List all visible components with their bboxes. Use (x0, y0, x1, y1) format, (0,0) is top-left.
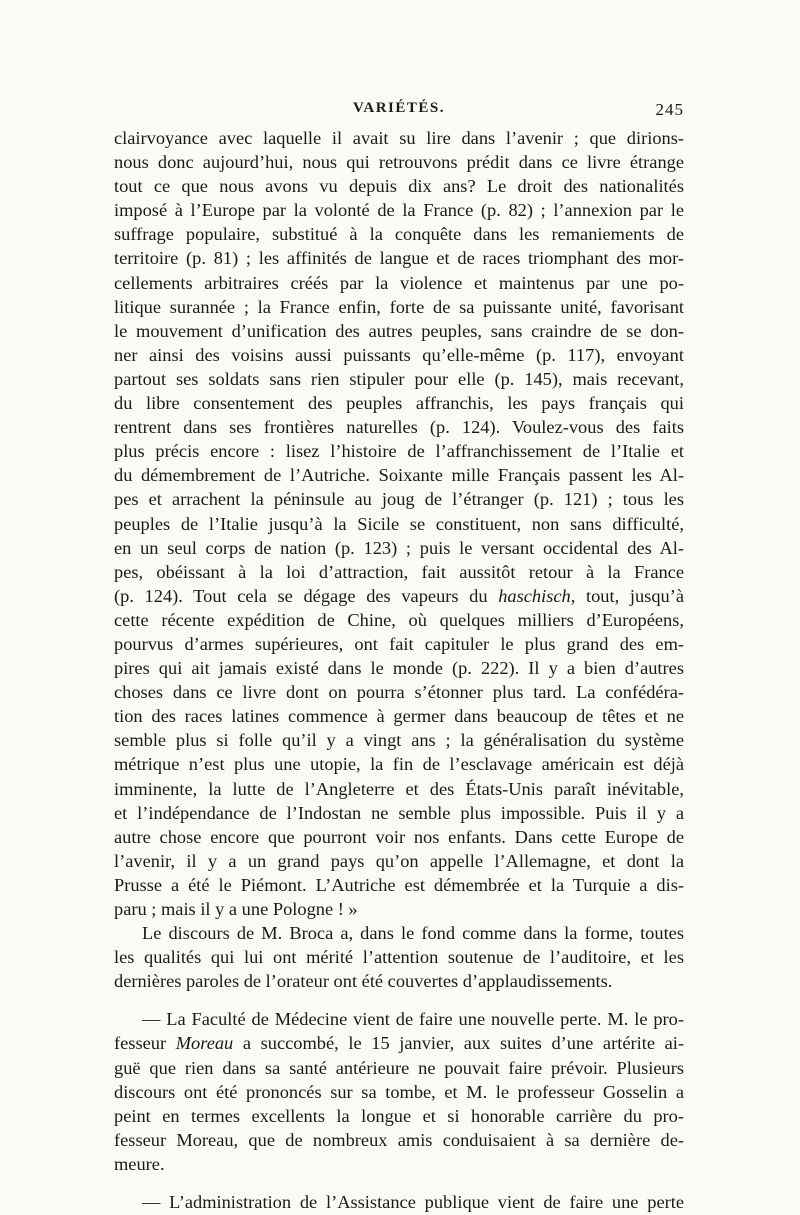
text-line: pires qui ait jamais existé dans le monde (p. 222). Il y a bien d’autres (114, 658, 684, 679)
text-line: autre chose encore que pourront voir nos enfants. Dans cette Europe de (114, 826, 684, 847)
text-line: ner ainsi des voisins aussi puissants qu’elle-même (p. 117), envoyant (114, 344, 684, 365)
text-line: Prusse a été le Piémont. L’Autriche est démembrée et la Turquie a dis- (114, 874, 684, 895)
text-line: suffrage populaire, substitué à la conquête dans les remaniements de (114, 224, 684, 245)
text-line: territoire (p. 81) ; les affinités de langue et de races triomphant des mor- (114, 248, 684, 269)
text-line: litique surannée ; la France enfin, forte de sa puissante unité, favorisant (114, 296, 684, 317)
italic-name: Moreau (175, 1033, 234, 1054)
text-line: — L’administration de l’Assistance publique vient de faire une perte (142, 1192, 684, 1213)
text-line: dernières paroles de l’orateur ont été couvertes d’applaudissements. (114, 971, 613, 992)
paragraph-gap (114, 993, 684, 1007)
text-line: partout ses soldats sans rien stipuler pour elle (p. 145), mais recevant, (114, 368, 684, 389)
text-run: (p. 124). Tout cela se dégage des vapeurs du (114, 585, 499, 606)
text-line: pes et arrachent la péninsule au joug de l’étranger (p. 121) ; tous les (114, 489, 684, 510)
text-line: choses dans ce livre dont on pourra s’étonner plus tard. La confédéra- (114, 682, 684, 703)
text-line: pourvus d’armes supérieures, ont fait capituler le plus grand des em- (114, 633, 684, 654)
text-line (114, 584, 684, 608)
text-line: — La Faculté de Médecine vient de faire une nouvelle perte. M. le pro- (142, 1009, 684, 1030)
text-line (114, 1031, 684, 1055)
text-line: du libre consentement des peuples affranchis, les pays français qui (114, 393, 684, 414)
page-number: 245 (655, 100, 684, 119)
italic-term: haschisch, (498, 585, 576, 606)
text-line: l’avenir, il y a un grand pays qu’on appelle l’Allemagne, et dont la (114, 850, 684, 871)
text-line: les qualités qui lui ont mérité l’attention soutenue de l’auditoire, et les (114, 947, 684, 968)
text-line: cellements arbitraires créés par la violence et maintenus par une po- (114, 272, 684, 293)
text-line: guë que rien dans sa santé antérieure ne pouvait faire prévoir. Plusieurs (114, 1057, 684, 1078)
text-line: fesseur Moreau, que de nombreux amis conduisaient à sa dernière de- (114, 1129, 684, 1150)
text-line: paru ; mais il y a une Pologne ! » (114, 899, 358, 919)
text-run: fesseur (114, 1033, 176, 1054)
text-line: imminente, la lutte de l’Angleterre et des États-Unis paraît inévitable, (114, 778, 684, 799)
text-run: a succombé, le 15 janvier, aux suites d’une artérite ai- (233, 1033, 684, 1054)
paragraph-3 (114, 1007, 684, 1176)
text-line: le mouvement d’unification des autres peuples, sans craindre de se don- (114, 320, 684, 341)
paragraph-gap (114, 1176, 684, 1190)
page-body (114, 126, 684, 1214)
running-head: VARIÉTÉS. (352, 100, 445, 116)
text-line: tion des races latines commence à germer dans beaucoup de têtes et ne (114, 706, 684, 727)
text-line: nous donc aujourd’hui, nous qui retrouvons prédit dans ce livre étrange (114, 152, 684, 173)
page-header (114, 100, 684, 124)
text-line: discours ont été prononcés sur sa tombe, et M. le professeur Gosselin a (114, 1081, 684, 1102)
text-line: en un seul corps de nation (p. 123) ; puis le versant occidental des Al- (114, 537, 684, 558)
paragraph-2 (114, 921, 684, 993)
text-line: clairvoyance avec laquelle il avait su lire dans l’avenir ; que dirions- (114, 128, 684, 148)
text-line: semble plus si folle qu’il y a vingt ans ; la généralisation du système (114, 730, 684, 751)
text-line: peuples de l’Italie jusqu’à la Sicile se constituent, non sans difficulté, (114, 513, 684, 534)
text-line: métrique n’est plus une utopie, la fin de l’esclavage américain est déjà (114, 754, 684, 775)
text-line: meure. (114, 1153, 165, 1174)
paragraph-4 (114, 1190, 684, 1214)
text-line: et l’indépendance de l’Indostan ne semble plus impossible. Puis il y a (114, 802, 684, 823)
text-line: Le discours de M. Broca a, dans le fond comme dans la forme, toutes (142, 923, 684, 944)
paragraph-1 (114, 126, 684, 921)
text-line: cette récente expédition de Chine, où quelques milliers d’Européens, (114, 609, 684, 630)
text-line: peint en termes excellents la longue et si honorable carrière du pro- (114, 1105, 684, 1126)
text-run: tout, jusqu’à (575, 585, 684, 606)
text-line: rentrent dans ses frontières naturelles (p. 124). Voulez-vous des faits (114, 417, 684, 438)
text-line: pes, obéissant à la loi d’attraction, fait aussitôt retour à la France (114, 561, 684, 582)
text-line: imposé à l’Europe par la volonté de la France (p. 82) ; l’annexion par le (114, 200, 684, 221)
text-line: plus précis encore : lisez l’histoire de l’affranchissement de l’Italie et (114, 441, 684, 462)
text-line: du démembrement de l’Autriche. Soixante mille Français passent les Al- (114, 465, 684, 486)
text-line: tout ce que nous avons vu depuis dix ans? Le droit des nationalités (114, 176, 684, 197)
